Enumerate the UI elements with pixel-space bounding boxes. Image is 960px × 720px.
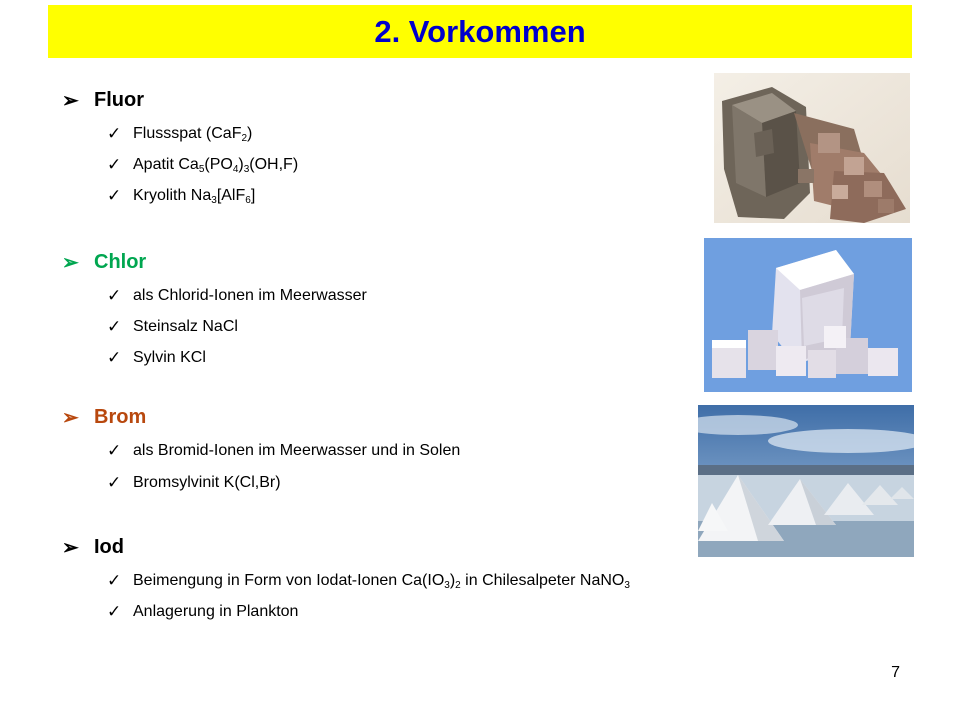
checkmark-icon: ✓ bbox=[107, 602, 122, 621]
rock-salt-crystal-photo bbox=[704, 238, 912, 392]
section-label: Iod bbox=[94, 536, 124, 558]
checkmark-icon: ✓ bbox=[107, 286, 122, 305]
section-heading-brom bbox=[62, 405, 146, 430]
list-item bbox=[107, 602, 298, 622]
list-item bbox=[107, 348, 206, 368]
title-bar bbox=[48, 5, 912, 58]
list-item bbox=[107, 124, 252, 144]
arrow-bullet-icon: ➢ bbox=[62, 407, 79, 429]
item-text: als Chlorid-Ionen im Meerwasser bbox=[133, 287, 367, 304]
slide-title: 2. Vorkommen bbox=[374, 13, 586, 49]
list-item bbox=[107, 317, 238, 337]
item-text: als Bromid-Ionen im Meerwasser und in Solen bbox=[133, 442, 461, 459]
page-number: 7 bbox=[891, 664, 900, 681]
item-text: Flussspat (CaF$_2$) bbox=[133, 125, 253, 144]
section-heading-fluor bbox=[62, 88, 144, 113]
section-heading-chlor bbox=[62, 250, 146, 275]
arrow-bullet-icon: ➢ bbox=[62, 252, 79, 274]
arrow-bullet-icon: ➢ bbox=[62, 537, 79, 559]
section-heading-iod bbox=[62, 535, 124, 560]
list-item bbox=[107, 441, 460, 461]
item-text: Sylvin KCl bbox=[133, 349, 206, 366]
checkmark-icon: ✓ bbox=[107, 348, 122, 367]
checkmark-icon: ✓ bbox=[107, 317, 122, 336]
checkmark-icon: ✓ bbox=[107, 186, 122, 205]
checkmark-icon: ✓ bbox=[107, 571, 122, 590]
fluorite-crystal-photo bbox=[714, 73, 910, 223]
item-text: Apatit $Ca_5(PO_4)_3(OH,F)$ bbox=[133, 156, 299, 175]
checkmark-icon: ✓ bbox=[107, 441, 122, 460]
list-item bbox=[107, 286, 367, 306]
list-item bbox=[107, 571, 630, 591]
arrow-bullet-icon: ➢ bbox=[62, 90, 79, 112]
item-text: Kryolith $Na_3[AlF_6]$ bbox=[133, 187, 256, 206]
section-label: Brom bbox=[94, 406, 147, 428]
list-item bbox=[107, 186, 255, 206]
checkmark-icon: ✓ bbox=[107, 473, 122, 492]
list-item bbox=[107, 155, 298, 175]
checkmark-icon: ✓ bbox=[107, 124, 122, 143]
list-item bbox=[107, 473, 281, 493]
salt-flat-photo bbox=[698, 405, 914, 557]
section-label: Chlor bbox=[94, 251, 147, 273]
checkmark-icon: ✓ bbox=[107, 155, 122, 174]
item-text: Anlagerung in Plankton bbox=[133, 603, 299, 620]
item-text: Steinsalz NaCl bbox=[133, 318, 238, 335]
item-text: Bromsylvinit K(Cl,Br) bbox=[133, 474, 281, 491]
section-label: Fluor bbox=[94, 89, 144, 111]
item-text: Beimengung in Form von Iodat-Ionen $Ca(IO_3)_2$ in Chilesalpeter NaNO$_3$ bbox=[133, 572, 630, 591]
